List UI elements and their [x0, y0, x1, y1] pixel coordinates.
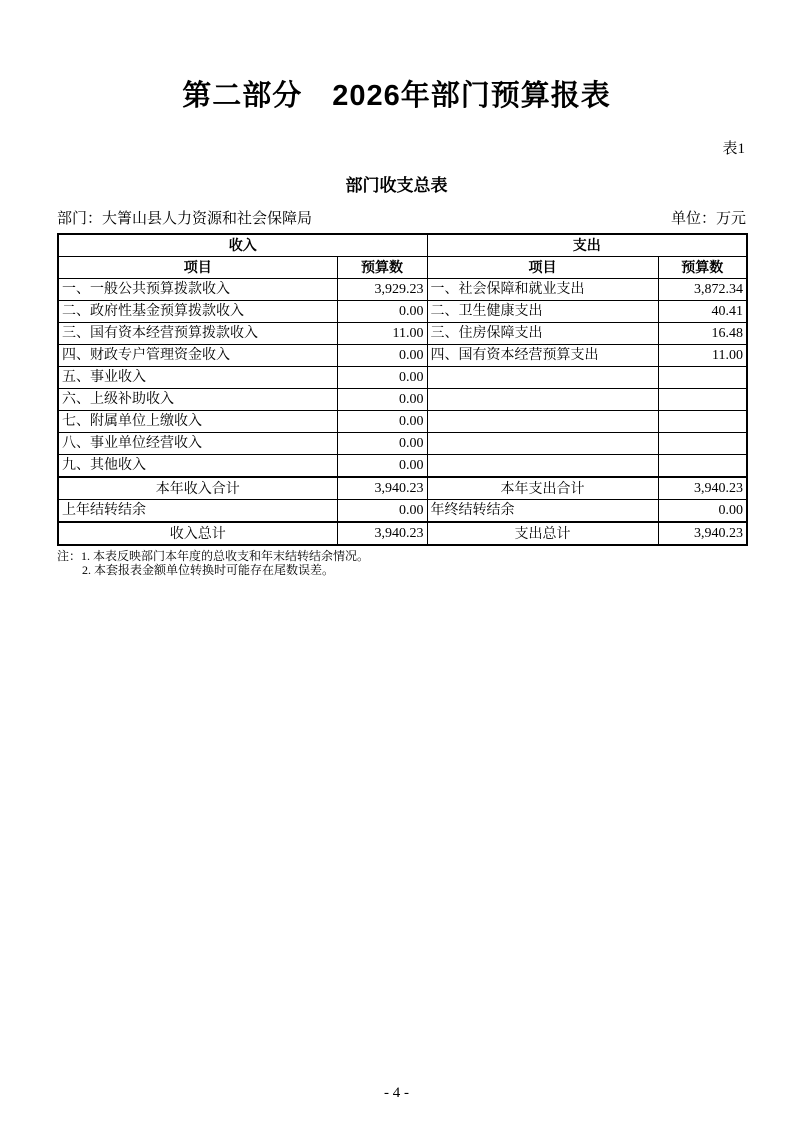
table-number-label: 表1	[722, 141, 745, 157]
income-item-cell: 三、国有资本经营预算拨款收入	[58, 323, 337, 345]
expense-value-cell	[658, 455, 747, 478]
income-total-value-cell: 3,940.23	[337, 477, 427, 500]
income-value-cell: 0.00	[337, 455, 427, 478]
income-carryover-label-cell: 上年结转结余	[58, 500, 337, 523]
expense-value-cell	[658, 389, 747, 411]
table-row	[58, 455, 747, 478]
income-budget-header: 预算数	[337, 257, 427, 279]
expense-value-cell: 16.48	[658, 323, 747, 345]
page-title: 第二部分 2026年部门预算报表	[182, 80, 611, 112]
income-item-cell: 二、政府性基金预算拨款收入	[58, 301, 337, 323]
expense-item-header: 项目	[427, 257, 658, 279]
expense-carryover-label-cell: 年终结转结余	[427, 500, 658, 523]
expense-value-cell: 11.00	[658, 345, 747, 367]
table-row	[58, 389, 747, 411]
income-value-cell: 0.00	[337, 367, 427, 389]
table-row	[58, 345, 747, 367]
income-item-cell: 七、附属单位上缴收入	[58, 411, 337, 433]
footnote-line-1	[57, 549, 793, 563]
income-value-cell: 0.00	[337, 433, 427, 455]
footnote-prefix: 注：	[57, 549, 82, 563]
expense-item-cell: 二、卫生健康支出	[427, 301, 658, 323]
expense-item-cell	[427, 455, 658, 478]
income-value-cell: 0.00	[337, 389, 427, 411]
annual-total-row	[58, 477, 747, 500]
budget-summary-table	[57, 233, 748, 546]
income-item-cell: 四、财政专户管理资金收入	[58, 345, 337, 367]
table-row	[58, 301, 747, 323]
grand-total-row	[58, 522, 747, 545]
expense-grand-total-label-cell: 支出总计	[427, 522, 658, 545]
expense-value-cell: 40.41	[658, 301, 747, 323]
expense-item-cell: 一、社会保障和就业支出	[427, 279, 658, 301]
footnote-text-1: 1. 本表反映部门本年度的总收支和年末结转结余情况。	[81, 549, 370, 563]
department-label: 部门：大箐山县人力资源和社会保障局	[57, 211, 313, 227]
footnotes	[57, 549, 793, 577]
expense-budget-header: 预算数	[658, 257, 747, 279]
expense-carryover-value-cell: 0.00	[658, 500, 747, 523]
table-row	[58, 433, 747, 455]
table-meta-row	[57, 210, 746, 229]
expense-item-cell	[427, 411, 658, 433]
income-grand-total-label-cell: 收入总计	[58, 522, 337, 545]
table-title: 部门收支总表	[345, 176, 448, 195]
expense-item-cell: 四、国有资本经营预算支出	[427, 345, 658, 367]
expense-total-value-cell: 3,940.23	[658, 477, 747, 500]
expense-value-cell	[658, 367, 747, 389]
income-value-cell: 0.00	[337, 301, 427, 323]
expense-item-cell: 三、住房保障支出	[427, 323, 658, 345]
table-row	[58, 323, 747, 345]
income-carryover-value-cell: 0.00	[337, 500, 427, 523]
expense-grand-total-value-cell: 3,940.23	[658, 522, 747, 545]
income-total-label-cell: 本年收入合计	[58, 477, 337, 500]
expense-item-cell	[427, 367, 658, 389]
expense-section-header: 支出	[427, 234, 747, 257]
table-row	[58, 411, 747, 433]
expense-item-cell	[427, 389, 658, 411]
expense-value-cell	[658, 433, 747, 455]
column-header-row	[58, 257, 747, 279]
income-value-cell: 0.00	[337, 345, 427, 367]
income-value-cell: 3,929.23	[337, 279, 427, 301]
carryover-row	[58, 500, 747, 523]
expense-item-cell	[427, 433, 658, 455]
income-item-header: 项目	[58, 257, 337, 279]
table-row	[58, 279, 747, 301]
income-grand-total-value-cell: 3,940.23	[337, 522, 427, 545]
expense-value-cell	[658, 411, 747, 433]
income-item-cell: 八、事业单位经营收入	[58, 433, 337, 455]
expense-total-label-cell: 本年支出合计	[427, 477, 658, 500]
income-section-header: 收入	[58, 234, 427, 257]
income-item-cell: 一、一般公共预算拨款收入	[58, 279, 337, 301]
expense-value-cell: 3,872.34	[658, 279, 747, 301]
page-number: - 4 -	[384, 1085, 409, 1101]
income-value-cell: 0.00	[337, 411, 427, 433]
table-row	[58, 367, 747, 389]
footnote-line-2: 2. 本套报表金额单位转换时可能存在尾数误差。	[82, 563, 335, 577]
unit-label: 单位：万元	[670, 211, 746, 227]
income-item-cell: 五、事业收入	[58, 367, 337, 389]
income-value-cell: 11.00	[337, 323, 427, 345]
income-item-cell: 九、其他收入	[58, 455, 337, 478]
section-header-row	[58, 234, 747, 257]
income-item-cell: 六、上级补助收入	[58, 389, 337, 411]
